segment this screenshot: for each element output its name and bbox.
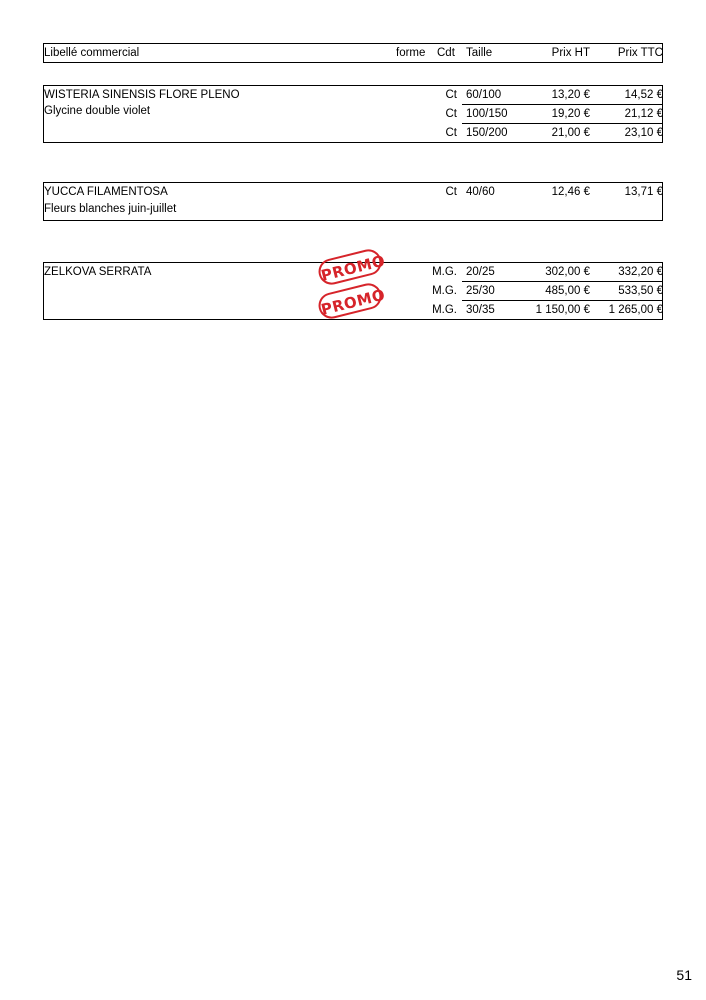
header-prix-ttc: Prix TTC xyxy=(617,47,663,59)
taille-cell: 20/25 xyxy=(466,266,495,278)
product-description: Fleurs blanches juin-juillet xyxy=(44,203,177,215)
cdt-cell: M.G. xyxy=(432,266,457,278)
taille-cell: 25/30 xyxy=(466,285,495,297)
header-libelle: Libellé commercial xyxy=(44,47,140,59)
prix-ttc-cell: 533,50 € xyxy=(618,285,663,297)
prix-ttc-cell: 14,52 € xyxy=(624,89,663,101)
promo-stamp: PROMO xyxy=(316,247,384,288)
promo-stamp: PROMO xyxy=(316,281,384,322)
page-number: 51 xyxy=(676,967,692,983)
taille-cell: 60/100 xyxy=(466,89,502,101)
product-name: WISTERIA SINENSIS FLORE PLENO xyxy=(44,89,240,101)
cdt-cell: M.G. xyxy=(432,304,457,316)
header-cdt: Cdt xyxy=(437,47,455,59)
prix-ttc-cell: 1 265,00 € xyxy=(608,304,663,316)
cdt-cell: Ct xyxy=(445,108,457,120)
row-divider xyxy=(462,300,663,301)
row-divider xyxy=(462,123,663,124)
cdt-cell: Ct xyxy=(445,89,457,101)
row-divider xyxy=(462,104,663,105)
product-name: ZELKOVA SERRATA xyxy=(44,266,152,278)
taille-cell: 150/200 xyxy=(466,127,508,139)
prix-ht-cell: 1 150,00 € xyxy=(535,304,590,316)
prix-ht-cell: 13,20 € xyxy=(551,89,590,101)
cdt-cell: Ct xyxy=(445,127,457,139)
header-forme: forme xyxy=(396,47,426,59)
taille-cell: 100/150 xyxy=(466,108,508,120)
header-taille: Taille xyxy=(466,47,493,59)
cdt-cell: Ct xyxy=(445,186,457,198)
prix-ht-cell: 302,00 € xyxy=(545,266,590,278)
taille-cell: 30/35 xyxy=(466,304,495,316)
prix-ht-cell: 12,46 € xyxy=(551,186,590,198)
product-name: YUCCA FILAMENTOSA xyxy=(44,186,168,198)
taille-cell: 40/60 xyxy=(466,186,495,198)
prix-ttc-cell: 332,20 € xyxy=(618,266,663,278)
header-prix-ht: Prix HT xyxy=(551,47,590,59)
prix-ht-cell: 485,00 € xyxy=(545,285,590,297)
cdt-cell: M.G. xyxy=(432,285,457,297)
row-divider xyxy=(462,281,663,282)
prix-ht-cell: 19,20 € xyxy=(551,108,590,120)
prix-ttc-cell: 13,71 € xyxy=(624,186,663,198)
prix-ttc-cell: 21,12 € xyxy=(624,108,663,120)
prix-ht-cell: 21,00 € xyxy=(551,127,590,139)
product-description: Glycine double violet xyxy=(44,105,151,117)
prix-ttc-cell: 23,10 € xyxy=(624,127,663,139)
